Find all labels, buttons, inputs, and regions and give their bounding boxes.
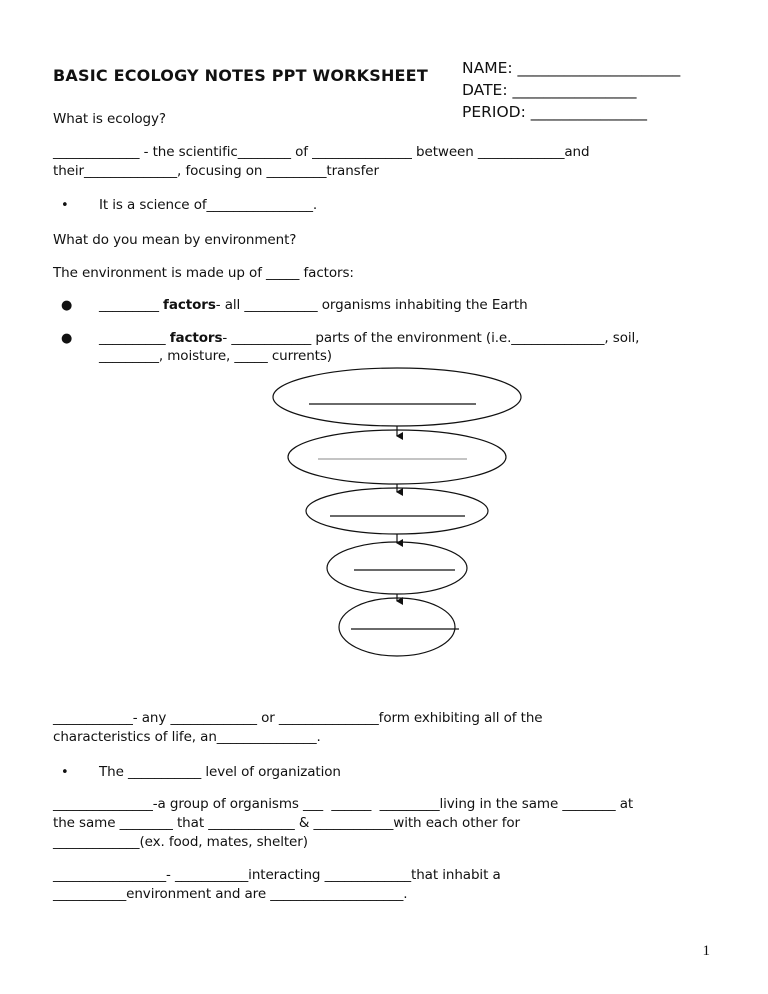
level-oval-3 [306,488,488,534]
level-of-organization-line[interactable]: The ___________ level of organization [99,764,341,780]
date-field[interactable]: DATE: ________________ [462,81,637,99]
environment-intro[interactable]: The environment is made up of _____ factors: [53,265,354,281]
bullet-dot: ● [61,298,73,313]
abiotic-factors-line-2[interactable]: _________, moisture, _____ currents) [99,348,332,364]
level-oval-1 [273,368,521,426]
population-definition-line-1[interactable]: _______________-a group of organisms ___ ______ _________living in the same ________ at [53,796,634,812]
bullet-dot: • [61,198,69,213]
organism-definition-line-1[interactable]: ____________- any _____________ or _______________form exhibiting all of the [53,710,543,726]
worksheet-title: BASIC ECOLOGY NOTES PPT WORKSHEET [53,66,428,85]
factor-label: factors [163,297,216,313]
ecology-definition-line-1[interactable]: _____________ - the scientific________ of _______________ between _____________and [53,144,590,160]
bullet-dot: ● [61,331,73,346]
level-oval-4 [327,542,467,594]
factor-blank: _________ [99,297,164,313]
population-definition-line-3[interactable]: _____________(ex. food, mates, shelter) [53,834,308,850]
science-of-line[interactable]: It is a science of________________. [99,197,318,213]
community-definition-line-2[interactable]: ___________environment and are ____________________. [53,886,408,902]
community-definition-line-1[interactable]: _________________- ___________interacting _____________that inhabit a [53,867,501,883]
factor-description: - all ___________ organisms inhabiting the Earth [215,297,528,313]
period-field[interactable]: PERIOD: _______________ [462,103,648,121]
ecology-definition-line-2[interactable]: their______________, focusing on _________transfer [53,163,379,179]
level-oval-2 [288,430,506,484]
population-definition-line-2[interactable]: the same ________ that _____________ & ____________with each other for [53,815,520,831]
page-number: 1 [702,943,710,959]
question-environment: What do you mean by environment? [53,232,297,248]
factor-description: - ____________ parts of the environment (i.e.______________, soil, [222,330,640,346]
factor-label: factors [169,330,223,346]
organism-definition-line-2[interactable]: characteristics of life, an_______________. [53,729,321,745]
bullet-dot: • [61,765,69,780]
name-field[interactable]: NAME: _____________________ [462,59,681,77]
level-oval-5 [339,598,455,656]
question-what-is-ecology: What is ecology? [53,111,166,127]
factor-blank: __________ [99,330,170,346]
